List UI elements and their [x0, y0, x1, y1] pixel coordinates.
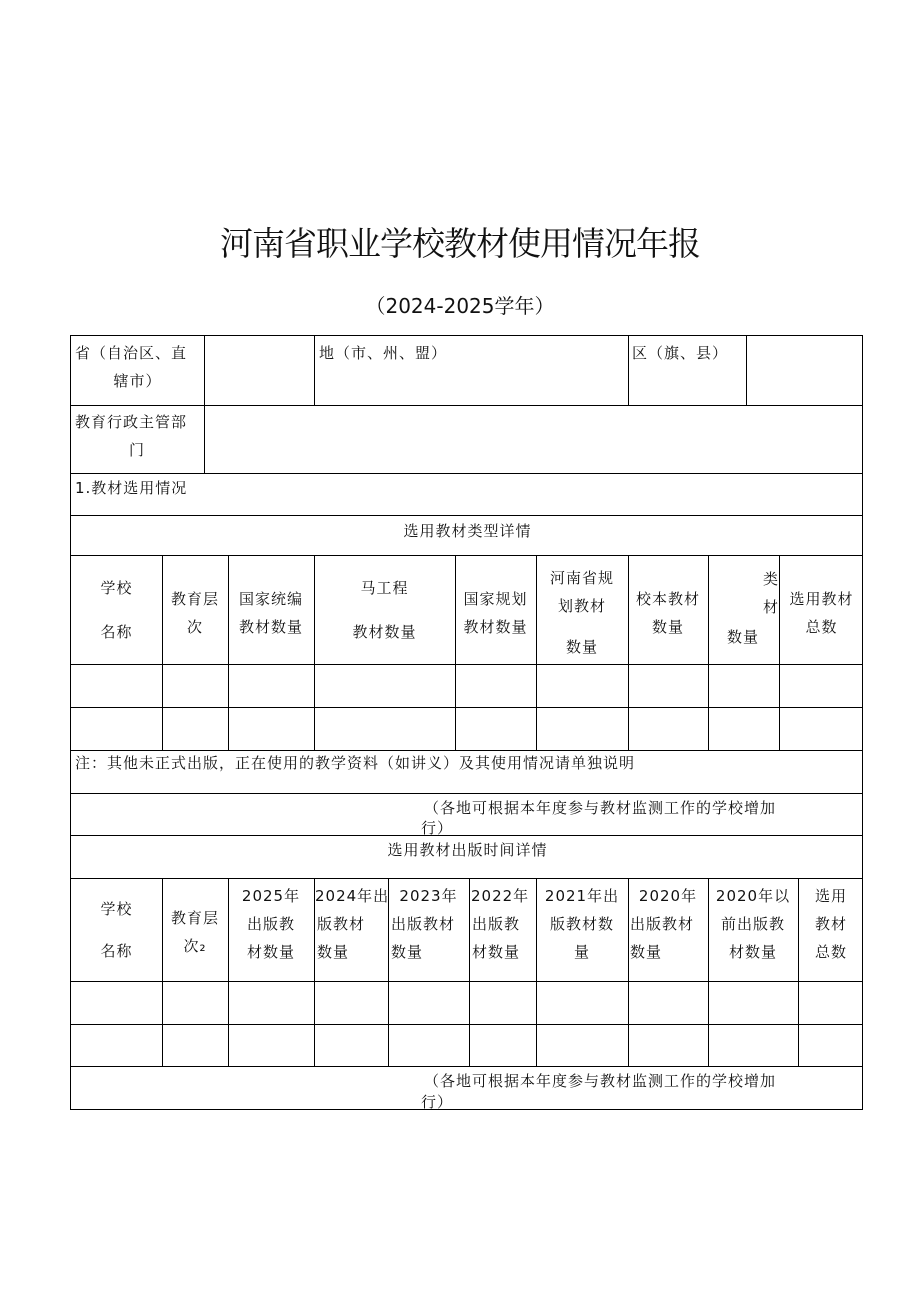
- type-col-school-line2: 名称: [100, 623, 133, 641]
- type-col-henan-line3: 数量: [565, 638, 598, 656]
- province-label: 省（自治区、直: [75, 344, 188, 362]
- type-col-national: 国家统编: [238, 590, 303, 608]
- time-col-2021-line2: 版教材数: [549, 915, 614, 933]
- time-table-title: 选用教材出版时间详情: [387, 841, 548, 859]
- time-col-total-line3: 总数: [814, 943, 847, 961]
- type-col-level-line2: 次: [186, 618, 203, 636]
- city-label: 地（市、州、盟）: [319, 344, 448, 362]
- type-col-plan: 国家规划: [463, 590, 528, 608]
- time-col-2020-line3: 数量: [630, 943, 663, 961]
- time-col-level-line2: 次₂: [183, 937, 207, 955]
- page-title: 河南省职业学校教材使用情况年报: [220, 224, 700, 263]
- province-label-line2: 辖市）: [113, 372, 162, 390]
- type-col-school-material-line2: 数量: [651, 618, 684, 636]
- type-col-other-line2: 材: [763, 598, 780, 616]
- time-col-2020: 2020年: [638, 887, 698, 905]
- time-col-level: 教育层: [170, 909, 219, 927]
- type-col-henan: 河南省规: [549, 569, 614, 587]
- district-label: 区（旗、县）: [632, 344, 729, 362]
- time-col-pre2020-line2: 前出版教: [720, 915, 785, 933]
- type-table-title: 选用教材类型详情: [403, 522, 532, 540]
- dept-label: 教育行政主管部: [75, 413, 188, 431]
- time-col-2025-line2: 出版教: [246, 915, 295, 933]
- type-col-level: 教育层: [170, 590, 219, 608]
- time-table-hint: （各地可根据本年度参与教材监测工作的学校增加: [424, 1072, 777, 1090]
- report-form: [70, 335, 863, 1110]
- time-col-2023-line2: 出版教材: [391, 915, 456, 933]
- type-col-total: 选用教材: [789, 590, 854, 608]
- type-col-mgc: 马工程: [360, 579, 409, 597]
- time-col-2025: 2025年: [241, 887, 301, 905]
- time-col-2023: 2023年: [399, 887, 458, 905]
- time-table-hint-line2: 行）: [421, 1093, 454, 1111]
- time-col-total-line2: 教材: [814, 915, 847, 933]
- time-col-pre2020-line3: 材数量: [728, 943, 777, 961]
- type-col-plan-line2: 教材数量: [463, 618, 528, 636]
- type-col-mgc-line2: 教材数量: [352, 623, 417, 641]
- type-col-henan-line2: 划教材: [557, 597, 606, 615]
- time-col-2022-line2: 出版教: [472, 915, 521, 933]
- time-col-2021-line3: 量: [573, 943, 590, 961]
- time-col-2020-line2: 出版教材: [630, 915, 695, 933]
- type-table-hint: （各地可根据本年度参与教材监测工作的学校增加: [424, 799, 777, 817]
- dept-label-line2: 门: [129, 441, 146, 459]
- page-subtitle: （2024-2025学年）: [365, 294, 555, 318]
- time-col-total: 选用: [814, 887, 847, 905]
- type-col-total-line2: 总数: [805, 618, 838, 636]
- time-col-2024: 2024年出: [315, 887, 390, 905]
- type-col-national-line2: 教材数量: [238, 618, 303, 636]
- type-col-school: 学校: [100, 579, 133, 597]
- section-heading: 1.教材选用情况: [75, 479, 188, 497]
- time-col-2023-line3: 数量: [391, 943, 424, 961]
- time-col-pre2020: 2020年以: [715, 887, 791, 905]
- time-col-2024-line2: 版教材: [317, 915, 366, 933]
- type-col-other: 类: [763, 570, 780, 588]
- type-table-hint-line2: 行）: [421, 819, 454, 837]
- time-col-2024-line3: 数量: [317, 943, 350, 961]
- time-col-school: 学校: [100, 900, 133, 918]
- time-col-2022-line3: 材数量: [472, 943, 521, 961]
- type-table-note: 注：其他未正式出版，正在使用的教学资料（如讲义）及其使用情况请单独说明: [75, 754, 636, 772]
- type-col-school-material: 校本教材: [635, 590, 700, 608]
- time-col-2022: 2022年: [471, 887, 530, 905]
- time-col-school-line2: 名称: [100, 942, 133, 960]
- time-col-2021: 2021年出: [544, 887, 620, 905]
- type-col-other-line3: 数量: [727, 628, 760, 646]
- time-col-2025-line3: 材数量: [246, 943, 295, 961]
